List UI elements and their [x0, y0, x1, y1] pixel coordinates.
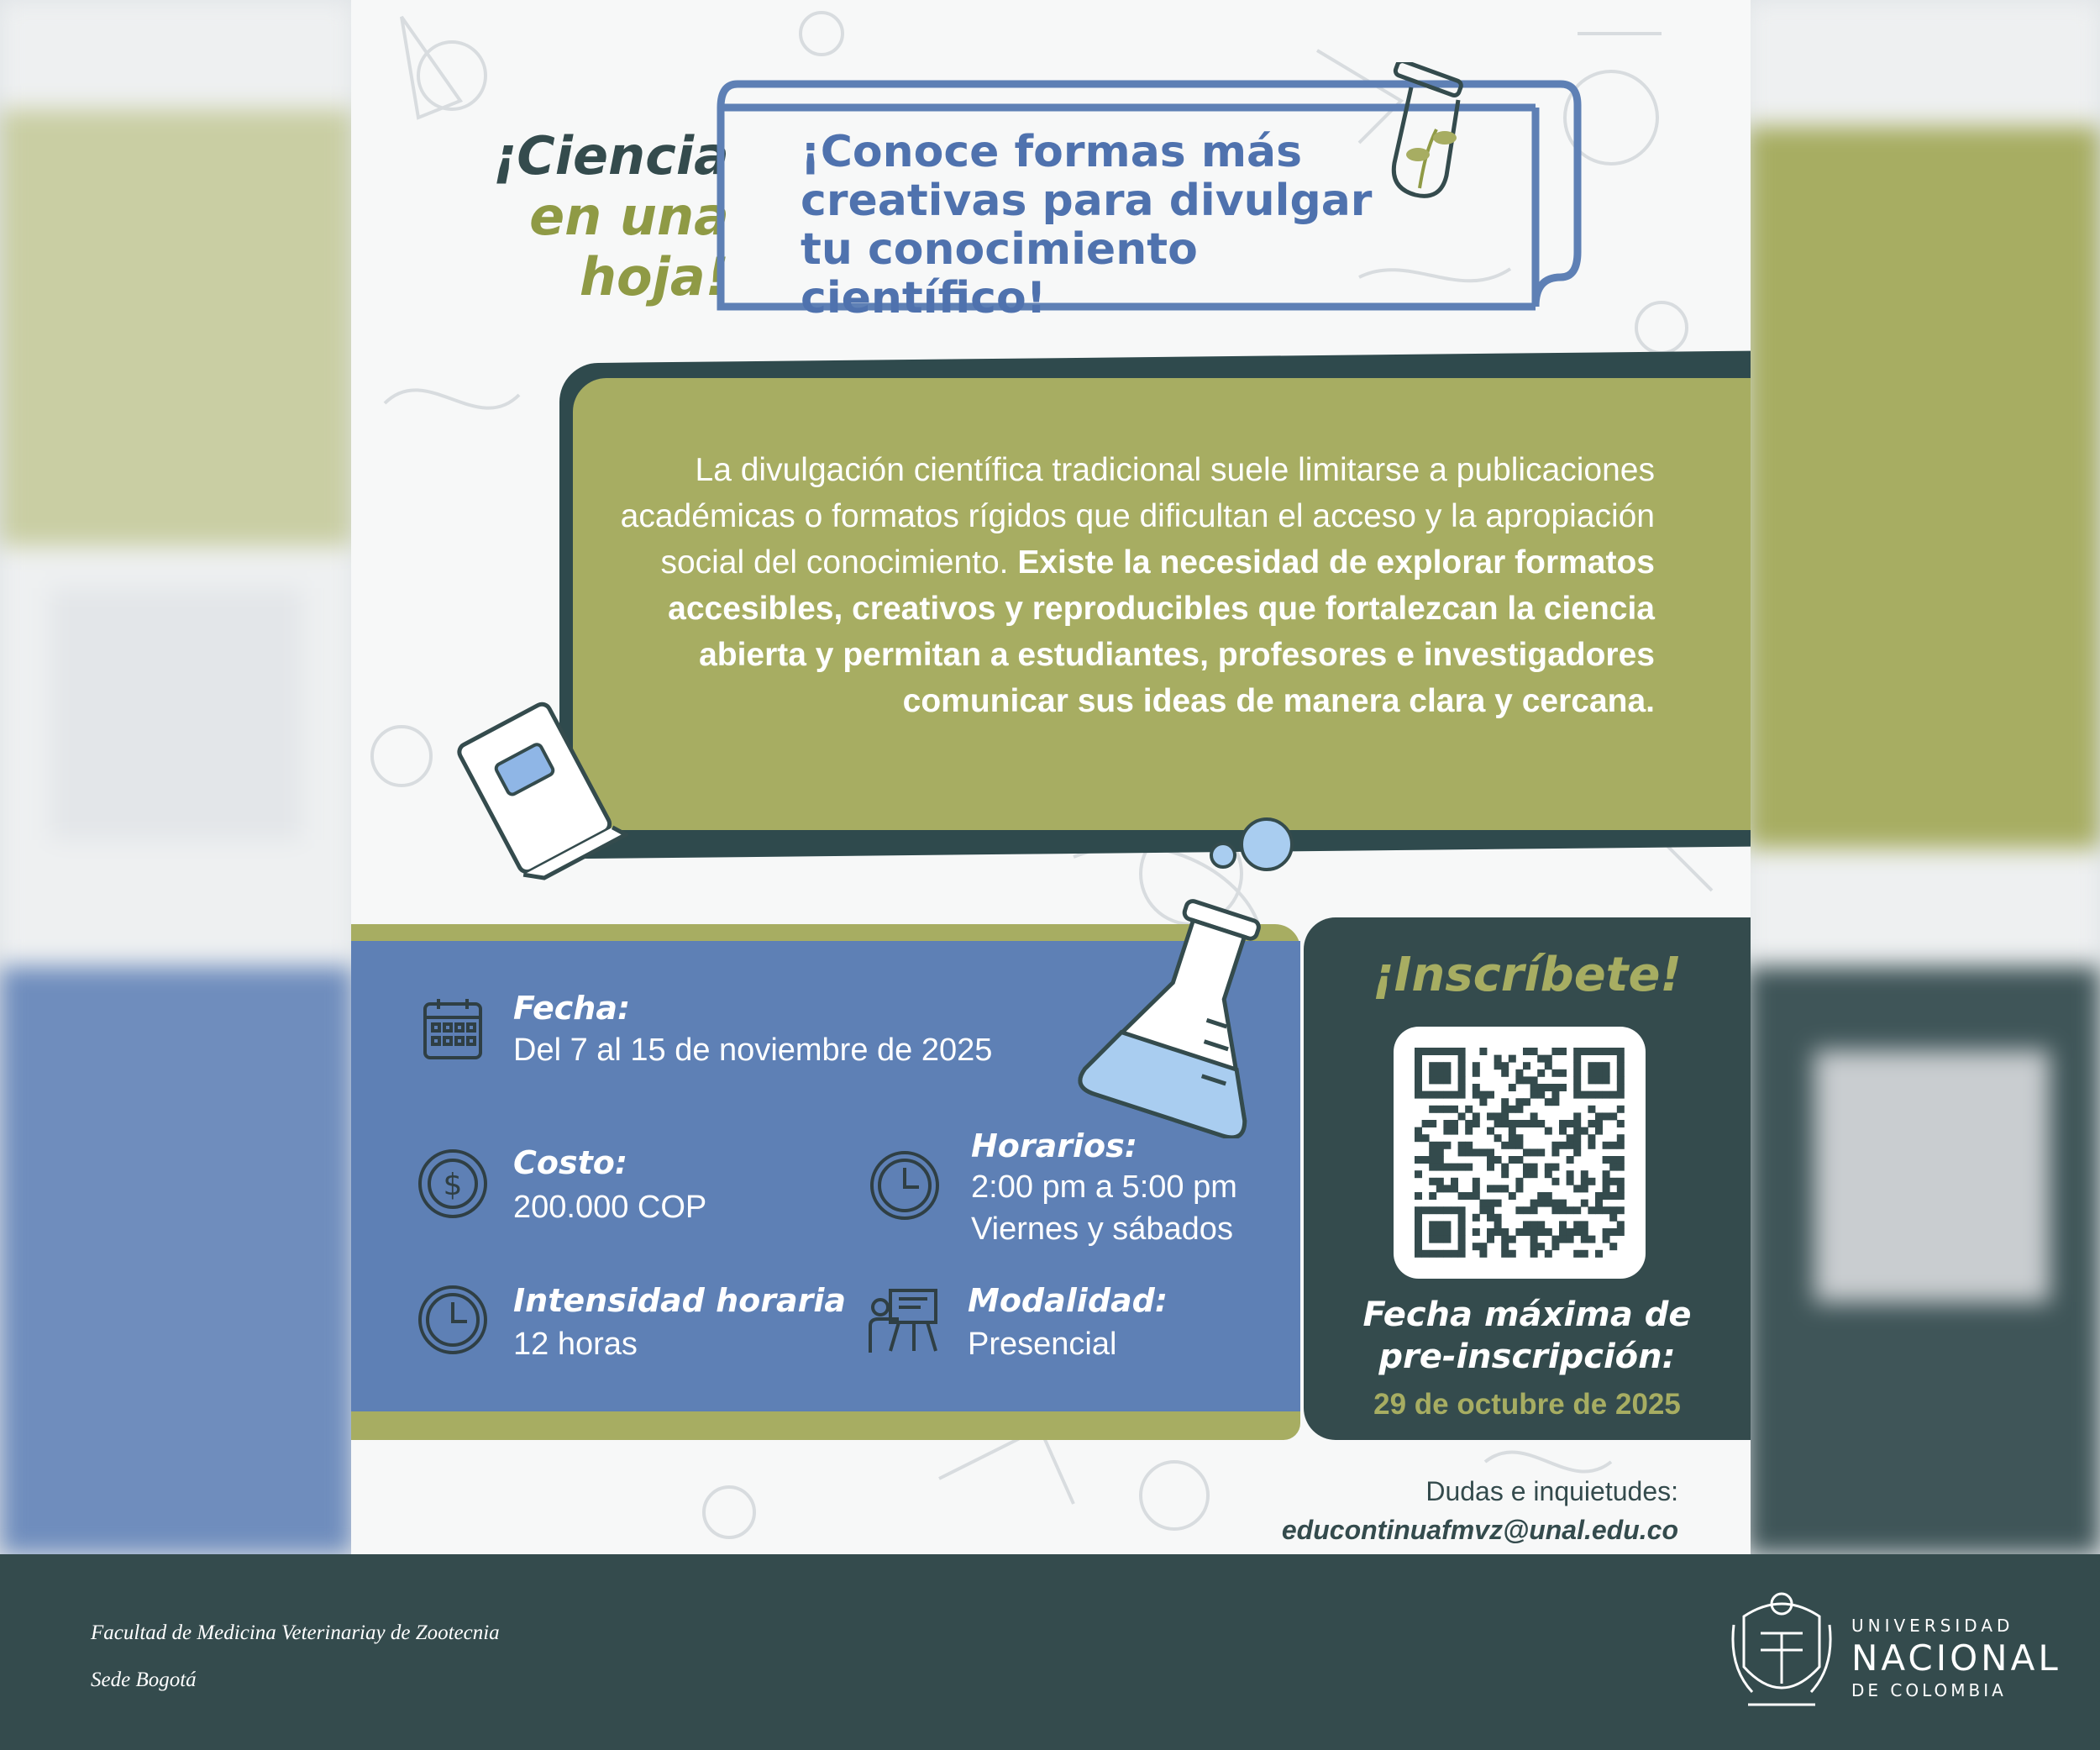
- subtitle-line-2: creativas para divulgar: [801, 176, 1373, 226]
- deadline-line-1: Fecha máxima de: [1362, 1295, 1692, 1334]
- modalidad-label: Modalidad:: [968, 1282, 1168, 1319]
- modalidad-value: Presencial: [968, 1327, 1117, 1362]
- olive-stripe-bottom: [351, 1411, 1300, 1440]
- blurred-background-right: [1747, 0, 2100, 1554]
- deadline-title: [1304, 1294, 1751, 1378]
- flask-icon: [1074, 886, 1292, 1138]
- university-line-2: NACIONAL: [1851, 1637, 2061, 1679]
- horarios-time: 2:00 pm a 5:00 pm: [971, 1169, 1237, 1205]
- svg-text:$: $: [443, 1168, 463, 1202]
- intro-bold-text: Existe la necesidad de explorar formatos accesibles, creativos y reproducibles que fortalezcan la ciencia abierta y permitan a estudiantes, profesores e investigadores comunicar sus ideas de manera clara y cercana.: [668, 544, 1655, 719]
- footer-faculty: [91, 1610, 500, 1704]
- university-wordmark: [1851, 1613, 2061, 1702]
- university-line-3: DE COLOMBIA: [1851, 1680, 2007, 1700]
- costo-label: Costo:: [513, 1144, 628, 1181]
- fecha-label: Fecha:: [513, 990, 631, 1027]
- intro-normal-text: La divulgación científica tradicional suele limitarse a publicaciones académicas o formatos rígidos que dificultan el acceso y la apropiación social del conocimiento.: [620, 452, 1655, 581]
- subtitle-line-3: tu conocimiento científico!: [801, 224, 1198, 323]
- bubbles-icon: [1200, 807, 1300, 882]
- subtitle-line-1: ¡Conoce formas más: [801, 127, 1303, 177]
- deadline-date: 29 de octubre de 2025: [1373, 1388, 1681, 1421]
- intensidad-value: 12 horas: [513, 1327, 638, 1362]
- intro-text: [603, 447, 1655, 724]
- contact-block: [1107, 1472, 1678, 1549]
- campus-name: Sede Bogotá: [91, 1669, 197, 1691]
- contact-email-link[interactable]: educontinuafmvz@unal.edu.co: [1281, 1515, 1678, 1545]
- contact-label: Dudas e inquietudes:: [1425, 1476, 1678, 1506]
- fecha-value: Del 7 al 15 de noviembre de 2025: [513, 1033, 993, 1068]
- faculty-name: Facultad de Medicina Veterinariay de Zootecnia: [91, 1621, 500, 1644]
- horarios-days: Viernes y sábados: [971, 1211, 1233, 1247]
- money-icon: [417, 1148, 489, 1220]
- book-icon: [452, 689, 628, 891]
- poster: [351, 0, 1751, 1554]
- clock-intensity-icon: [417, 1284, 489, 1356]
- intensidad-label: Intensidad horaria: [513, 1282, 847, 1319]
- presentation-icon: [865, 1285, 941, 1358]
- costo-value: 200.000 COP: [513, 1190, 707, 1225]
- university-line-1: UNIVERSIDAD: [1851, 1616, 2014, 1636]
- clock-icon: [869, 1149, 941, 1222]
- kicker-line-2: en una hoja!: [529, 186, 729, 307]
- qr-code-image: [1394, 1027, 1646, 1279]
- qr-code[interactable]: [1394, 1027, 1646, 1279]
- horarios-label: Horarios:: [971, 1127, 1137, 1164]
- subtitle: [801, 128, 1439, 323]
- kicker-line-1: ¡Ciencia: [492, 125, 729, 187]
- blurred-background-left: [0, 0, 353, 1554]
- register-heading: ¡Inscríbete!: [1373, 948, 1682, 1002]
- calendar-icon: [422, 996, 484, 1063]
- university-seal-icon: [1727, 1583, 1836, 1717]
- deadline-line-2: pre-inscripción:: [1378, 1337, 1676, 1376]
